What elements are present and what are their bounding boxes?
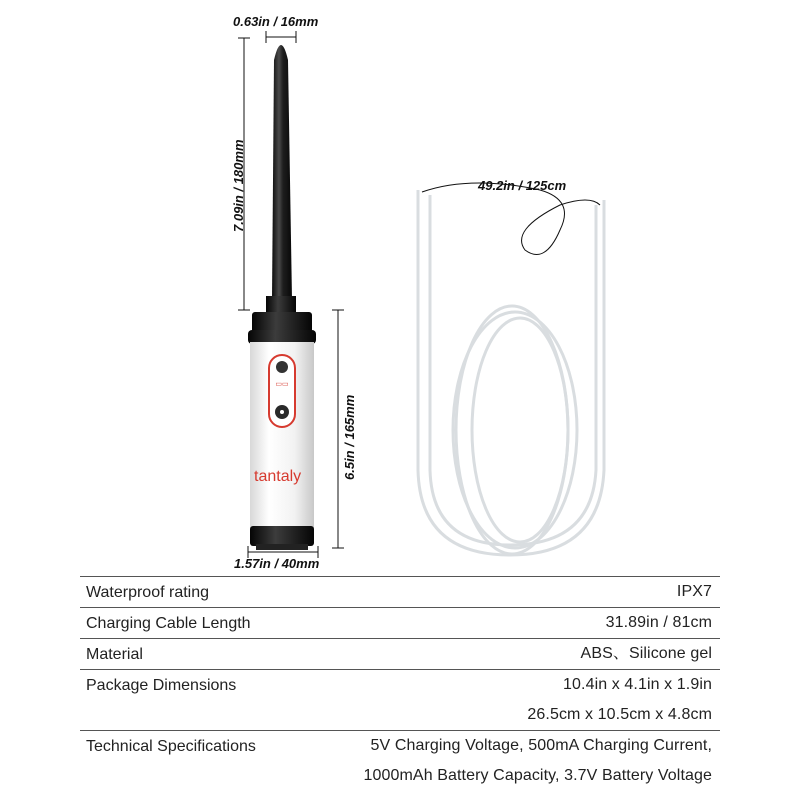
nozzle-length-label: 7.09in / 180mm [231, 139, 246, 232]
spec-label: Waterproof rating [86, 584, 210, 601]
hose [418, 190, 604, 555]
tip-width-label: 0.63in / 16mm [233, 14, 319, 29]
spec-row-package-dimensions [80, 669, 720, 730]
power-icon [276, 361, 288, 373]
spec-row-material [80, 638, 720, 669]
hose-length-dimension [422, 183, 600, 255]
spec-label: Charging Cable Length [86, 615, 251, 632]
tip-width-dimension [266, 31, 296, 43]
spec-value: IPX7 [676, 583, 712, 600]
spec-row-technical [80, 730, 720, 791]
spec-value: 1000mAh Battery Capacity, 3.7V Battery Voltage [363, 767, 712, 784]
spec-label: Package Dimensions [86, 677, 237, 694]
nozzle [272, 45, 292, 300]
body-width-label: 1.57in / 40mm [234, 556, 320, 571]
spec-value: 5V Charging Voltage, 500mA Charging Current, [370, 737, 712, 754]
hose-length-label: 49.2in / 125cm [478, 178, 567, 193]
bottom-cap [250, 526, 314, 546]
brand-logo: tantaly [254, 468, 302, 485]
spec-label: Technical Specifications [86, 738, 256, 755]
body-length-label: 6.5in / 165mm [342, 394, 357, 480]
svg-text:▭▭: ▭▭ [275, 381, 289, 388]
spec-value: 31.89in / 81cm [605, 614, 712, 631]
spec-value: 26.5cm x 10.5cm x 4.8cm [527, 706, 712, 723]
spec-value: 10.4in x 4.1in x 1.9in [563, 676, 712, 693]
nozzle-collar [266, 296, 296, 312]
spec-label: Material [86, 646, 143, 663]
control-panel [269, 355, 295, 427]
spec-value: ABS、Silicone gel [580, 645, 712, 662]
spec-row-cable-length [80, 607, 720, 638]
spec-table [80, 576, 720, 791]
spec-row-waterproof [80, 576, 720, 607]
